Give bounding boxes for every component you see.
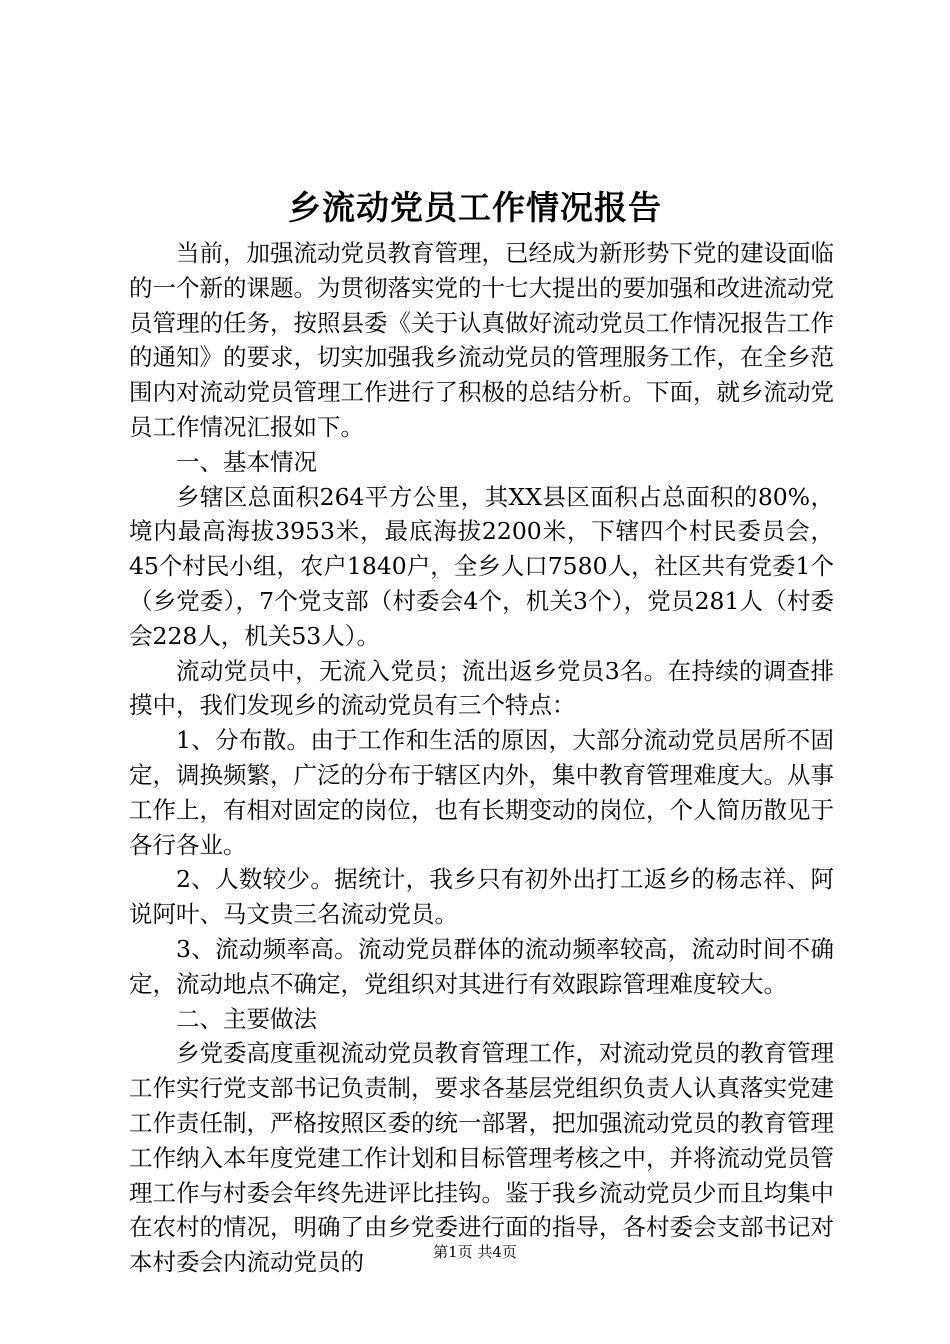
page-footer: 第1页 共4页 xyxy=(433,1243,517,1261)
document-title: 乡流动党员工作情况报告 xyxy=(288,188,662,227)
paragraph-feature-1: 1、分布散。由于工作和生活的原因，大部分流动党员居所不固定，调换频繁，广泛的分布于辖区内外，集中教育管理难度大。从事工作上，有相对固定的岗位，也有长期变动的岗位，个人简历散见于各行各业。 xyxy=(129,726,834,859)
paragraph-basic-info: 乡辖区总面积264平方公里，其XX县区面积占总面积的80%，境内最高海拔3953米，最底海拔2200米，下辖四个村民委员会，45个村民小组，农户1840户，全乡人口7580人，社区共有党委1个（乡党委），7个党支部（村委会4个，机关3个），党员281人（村委会228人，机关53人）。 xyxy=(129,482,834,650)
paragraph-feature-2: 2、人数较少。据统计，我乡只有初外出打工返乡的杨志祥、阿说阿叶、马文贵三名流动党员。 xyxy=(129,865,834,929)
paragraph-practices: 乡党委高度重视流动党员教育管理工作，对流动党员的教育管理工作实行党支部书记负责制，要求各基层党组织负责人认真落实党建工作责任制，严格按照区委的统一部署，把加强流动党员的教育管理工作纳入本年度党建工作计划和目标管理考核之中，并将流动党员管理工作与村委会年终先进评比挂钩。鉴于我乡流动党员少而且均集中在农村的情况，明确了由乡党委进行面的指导，各村委会支部书记对本村委会内流动党员的 xyxy=(129,1039,834,1277)
document-body xyxy=(129,236,834,1280)
paragraph-features-intro: 流动党员中，无流入党员；流出返乡党员3名。在持续的调查排摸中，我们发现乡的流动党员有三个特点： xyxy=(129,656,834,720)
paragraph-feature-3: 3、流动频率高。流动党员群体的流动频率较高，流动时间不确定，流动地点不确定，党组织对其进行有效跟踪管理难度较大。 xyxy=(129,934,834,998)
paragraph-intro: 当前，加强流动党员教育管理，已经成为新形势下党的建设面临的一个新的课题。为贯彻落实党的十七大提出的要加强和改进流动党员管理的任务，按照县委《关于认真做好流动党员工作情况报告工作的通知》的要求，切实加强我乡流动党员的管理服务工作，在全乡范围内对流动党员管理工作进行了积极的总结分析。下面，就乡流动党员工作情况汇报如下。 xyxy=(129,239,834,441)
section-heading-practices: 二、主要做法 xyxy=(176,1004,317,1033)
section-heading-basic: 一、基本情况 xyxy=(176,447,317,476)
